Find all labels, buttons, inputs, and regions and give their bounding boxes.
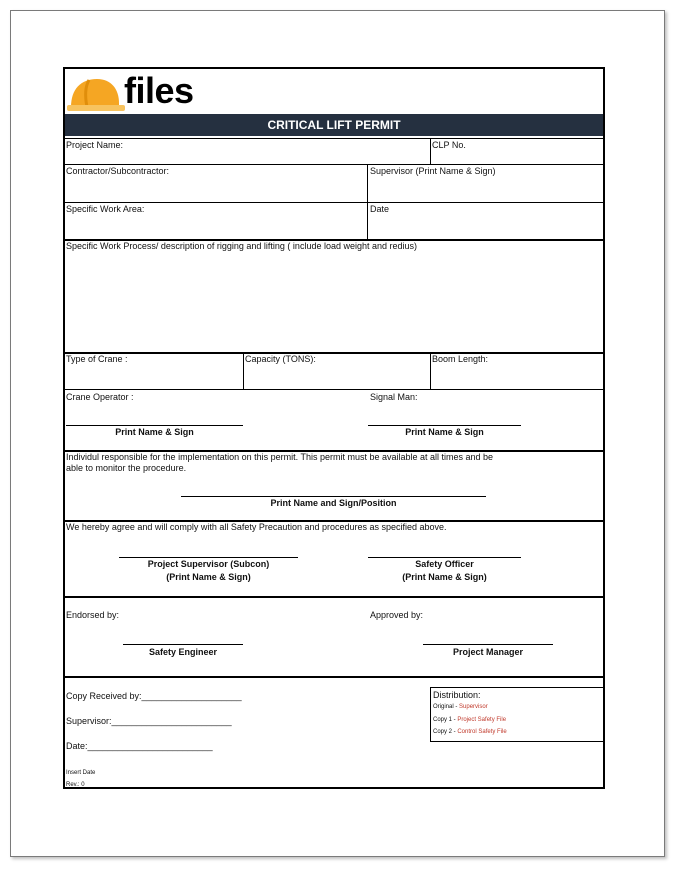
logo-text: files: [124, 70, 194, 111]
insert-date: Insert Date: [66, 770, 96, 776]
work-area-label: Specific Work Area:: [66, 204, 145, 214]
hard-hat-icon: [67, 73, 125, 113]
crane-operator-signature-line: [66, 425, 243, 426]
safety-officer-title: Safety Officer: [415, 559, 474, 569]
project-supervisor-subtitle: (Print Name & Sign): [166, 572, 251, 582]
signal-man-sign-caption: Print Name & Sign: [405, 427, 484, 437]
col-divider: [430, 138, 431, 164]
distribution-item-value: Project Safety File: [457, 717, 507, 723]
distribution-item: [433, 703, 488, 711]
col-divider: [430, 352, 431, 389]
project-manager-caption: Project Manager: [452, 647, 524, 657]
distribution-title: Distribution:: [433, 690, 481, 700]
distribution-box: [430, 687, 604, 742]
distribution-item: [433, 716, 506, 724]
crane-type-label: Type of Crane :: [66, 354, 128, 364]
revision: Rev.: 0: [66, 782, 85, 788]
capacity-label: Capacity (TONS):: [245, 354, 316, 364]
work-process-label: Specific Work Process/ description of rigging and lifting ( include load weight and redius): [66, 241, 418, 251]
distribution-item-label: Original -: [433, 704, 460, 710]
row-divider: [65, 164, 603, 165]
crane-operator-label: Crane Operator :: [66, 392, 134, 402]
col-divider: [243, 352, 244, 389]
row-divider: [65, 138, 603, 139]
responsible-text-line1: Individul responsible for the implementation on this permit. This permit must be available at all times and be: [66, 452, 494, 462]
contractor-label: Contractor/Subcontractor:: [66, 166, 170, 176]
distribution-left-border: [430, 687, 431, 742]
crane-operator-sign-caption: Print Name & Sign: [115, 427, 194, 437]
form-title: CRITICAL LIFT PERMIT: [65, 114, 603, 136]
distribution-item-value: Control Safety File: [457, 729, 507, 735]
safety-engineer-caption: Safety Engineer: [148, 647, 218, 657]
distribution-bottom-border: [430, 741, 604, 742]
endorsed-by-label: Endorsed by:: [66, 610, 120, 620]
supervisor-label: Supervisor (Print Name & Sign): [370, 166, 496, 176]
row-divider: [65, 352, 603, 354]
row-divider: [65, 202, 603, 203]
signal-man-signature-line: [368, 425, 521, 426]
footer-date-field: Date:_________________________: [66, 741, 213, 751]
distribution-item: [433, 728, 507, 736]
safety-officer-subtitle: (Print Name & Sign): [402, 572, 487, 582]
responsible-text-line2: able to monitor the procedure.: [66, 463, 187, 473]
copy-received-field: Copy Received by:____________________: [66, 691, 242, 701]
clp-no-label: CLP No.: [432, 140, 466, 150]
footer-supervisor-field: Supervisor:________________________: [66, 716, 232, 726]
row-divider: [65, 389, 603, 390]
responsible-signature-line: [181, 496, 486, 497]
project-manager-signature-line: [423, 644, 553, 645]
distribution-item-label: Copy 1 -: [433, 717, 458, 723]
col-divider: [367, 164, 368, 239]
permit-form: [63, 67, 605, 789]
date-label: Date: [370, 204, 390, 214]
approved-by-label: Approved by:: [370, 610, 424, 620]
distribution-item-label: Copy 2 -: [433, 729, 458, 735]
safety-engineer-signature-line: [123, 644, 243, 645]
boom-length-label: Boom Length:: [432, 354, 489, 364]
project-name-label: Project Name:: [66, 140, 124, 150]
safety-officer-signature-line: [368, 557, 521, 558]
signal-man-label: Signal Man:: [370, 392, 418, 402]
distribution-top-border: [430, 687, 604, 688]
row-divider: [65, 596, 603, 598]
agreement-text: We hereby agree and will comply with all Safety Precaution and procedures as specified above.: [66, 522, 447, 532]
project-supervisor-signature-line: [119, 557, 298, 558]
logo: [65, 69, 225, 113]
responsible-sign-caption: Print Name and Sign/Position: [270, 498, 397, 508]
row-divider: [65, 676, 603, 678]
distribution-item-value: Supervisor: [459, 704, 488, 710]
project-supervisor-title: Project Supervisor (Subcon): [147, 559, 270, 569]
